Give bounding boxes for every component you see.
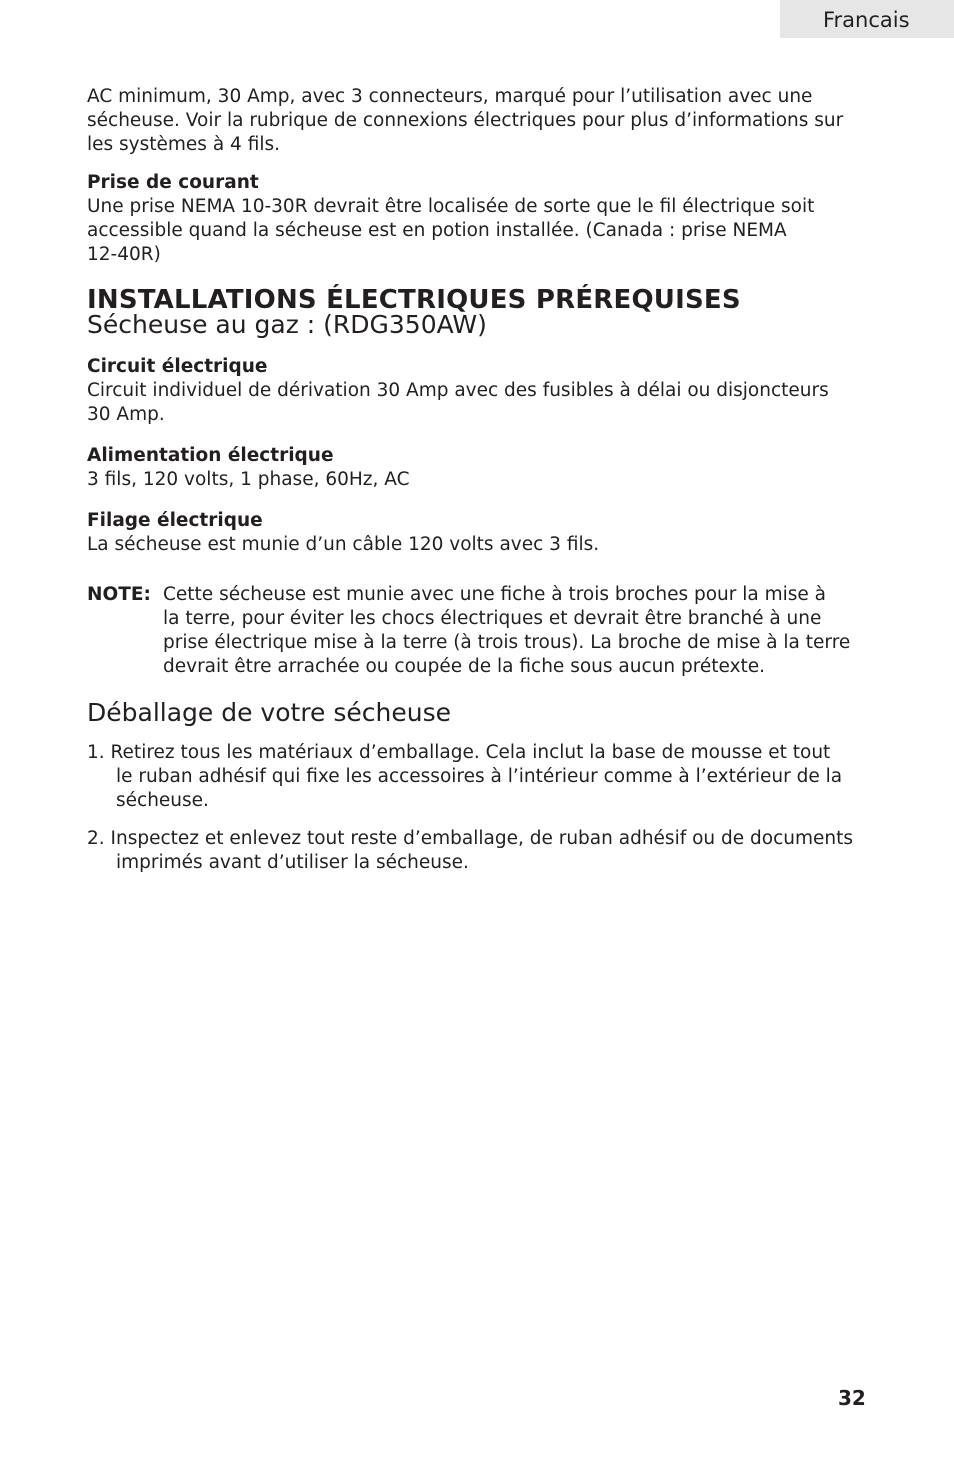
list-item-continuation: le ruban adhésif qui fixe les accessoires à l’intérieur comme à l’extérieur de la bbox=[116, 766, 843, 787]
prise-line: Une prise NEMA 10-30R devrait être localisée de sorte que le fil électrique soit bbox=[87, 196, 815, 217]
circuit-line: 30 Amp. bbox=[87, 404, 165, 425]
list-item: 2. Inspectez et enlevez tout reste d’emballage, de ruban adhésif ou de documents bbox=[87, 828, 854, 849]
alimentation-heading: Alimentation électrique bbox=[87, 445, 334, 466]
language-tab: Francais bbox=[780, 0, 954, 38]
circuit-heading: Circuit électrique bbox=[87, 356, 268, 377]
list-item-continuation: imprimés avant d’utiliser la sécheuse. bbox=[116, 852, 469, 873]
intro-line: les systèmes à 4 fils. bbox=[87, 134, 281, 155]
page-number: 32 bbox=[838, 1386, 866, 1410]
prise-line: 12-40R) bbox=[87, 244, 161, 265]
prise-heading: Prise de courant bbox=[87, 172, 259, 193]
intro-line: sécheuse. Voir la rubrique de connexions électriques pour plus d’informations sur bbox=[87, 110, 844, 131]
section-title: INSTALLATIONS ÉLECTRIQUES PRÉREQUISES bbox=[87, 285, 741, 315]
intro-line: AC minimum, 30 Amp, avec 3 connecteurs, marqué pour l’utilisation avec une bbox=[87, 86, 813, 107]
prise-line: accessible quand la sécheuse est en potion installée. (Canada : prise NEMA bbox=[87, 220, 787, 241]
note-line: Cette sécheuse est munie avec une fiche à trois broches pour la mise à bbox=[163, 584, 827, 605]
alimentation-line: 3 fils, 120 volts, 1 phase, 60Hz, AC bbox=[87, 469, 410, 490]
note-line: devrait être arrachée ou coupée de la fiche sous aucun prétexte. bbox=[163, 656, 766, 677]
list-item-continuation: sécheuse. bbox=[116, 790, 209, 811]
unpacking-heading: Déballage de votre sécheuse bbox=[87, 698, 452, 727]
note-line: prise électrique mise à la terre (à trois trous). La broche de mise à la terre bbox=[163, 632, 851, 653]
list-item: 1. Retirez tous les matériaux d’emballage. Cela inclut la base de mousse et tout bbox=[87, 742, 831, 763]
note-line: la terre, pour éviter les chocs électriques et devrait être branché à une bbox=[163, 608, 822, 629]
note-label: NOTE: bbox=[87, 584, 151, 605]
circuit-line: Circuit individuel de dérivation 30 Amp avec des fusibles à délai ou disjoncteurs bbox=[87, 380, 829, 401]
section-subtitle: Sécheuse au gaz : (RDG350AW) bbox=[87, 310, 487, 339]
filage-heading: Filage électrique bbox=[87, 510, 263, 531]
filage-line: La sécheuse est munie d’un câble 120 volts avec 3 fils. bbox=[87, 534, 600, 555]
